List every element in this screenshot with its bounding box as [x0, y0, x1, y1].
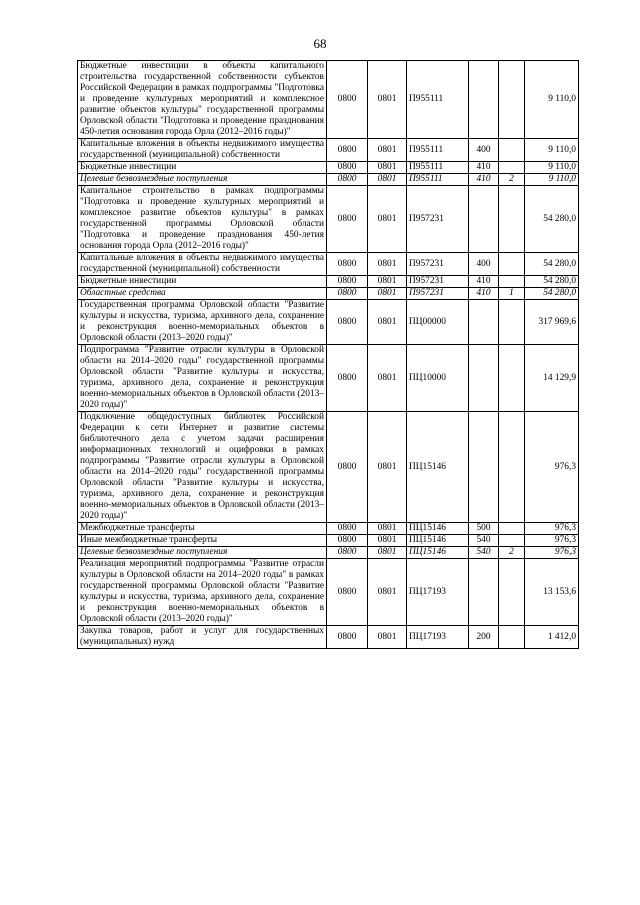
row-name-cell: Бюджетные инвестиции в объекты капитального строительства государственной собственности субъектов Российской Федерации в рамках подпрограммы "Подготовка и проведение культурных мероприятий и комплексное развитие объектов культуры" государственной программы Орловской области "Подготовка и проведение празднования 450-летия основания города Орла (2012–2016 годы)"	[78, 61, 327, 139]
target-article-cell: П957231	[407, 276, 469, 288]
table-row	[78, 253, 579, 276]
subsection-code-cell: 0801	[368, 547, 407, 559]
source-code-cell	[499, 276, 525, 288]
table-row	[78, 288, 579, 300]
subsection-code-cell: 0801	[368, 345, 407, 412]
expense-type-cell: 410	[469, 174, 499, 186]
source-code-cell	[499, 412, 525, 523]
expense-type-cell: 410	[469, 288, 499, 300]
subsection-code-cell: 0801	[368, 162, 407, 174]
table-row	[78, 174, 579, 186]
subsection-code-cell: 0801	[368, 300, 407, 345]
amount-cell: 9 110,0	[525, 61, 579, 139]
source-code-cell	[499, 535, 525, 547]
row-name-cell: Межбюджетные трансферты	[78, 523, 327, 535]
expense-type-cell	[469, 412, 499, 523]
table-row	[78, 559, 579, 626]
section-code-cell: 0800	[327, 186, 368, 253]
section-code-cell: 0800	[327, 626, 368, 649]
row-name-cell: Капитальные вложения в объекты недвижимого имущества государственной (муниципальной) собственности	[78, 253, 327, 276]
amount-cell: 317 969,6	[525, 300, 579, 345]
expense-type-cell: 500	[469, 523, 499, 535]
subsection-code-cell: 0801	[368, 412, 407, 523]
table-row	[78, 626, 579, 649]
row-name-cell: Капитальное строительство в рамках подпрограммы "Подготовка и проведение культурных мероприятий и комплексное развитие объектов культуры" в рамках государственной программы Орловской области "Подготовка и проведение празднования 450-летия основания города Орла (2012–2016 годы)"	[78, 186, 327, 253]
target-article-cell: ПЦ00000	[407, 300, 469, 345]
subsection-code-cell: 0801	[368, 523, 407, 535]
table-row	[78, 547, 579, 559]
amount-cell: 976,3	[525, 523, 579, 535]
section-code-cell: 0800	[327, 300, 368, 345]
expense-type-cell	[469, 186, 499, 253]
amount-cell: 976,3	[525, 535, 579, 547]
section-code-cell: 0800	[327, 276, 368, 288]
target-article-cell: П955111	[407, 61, 469, 139]
subsection-code-cell: 0801	[368, 559, 407, 626]
expense-type-cell: 400	[469, 253, 499, 276]
subsection-code-cell: 0801	[368, 174, 407, 186]
amount-cell: 9 110,0	[525, 139, 579, 162]
amount-cell: 976,3	[525, 412, 579, 523]
row-name-cell: Иные межбюджетные трансферты	[78, 535, 327, 547]
source-code-cell	[499, 523, 525, 535]
source-code-cell	[499, 139, 525, 162]
subsection-code-cell: 0801	[368, 276, 407, 288]
budget-table-body	[78, 61, 579, 649]
amount-cell: 1 412,0	[525, 626, 579, 649]
expense-type-cell	[469, 345, 499, 412]
amount-cell: 54 280,0	[525, 186, 579, 253]
subsection-code-cell: 0801	[368, 139, 407, 162]
section-code-cell: 0800	[327, 345, 368, 412]
source-code-cell	[499, 345, 525, 412]
target-article-cell: П955111	[407, 162, 469, 174]
target-article-cell: П957231	[407, 288, 469, 300]
subsection-code-cell: 0801	[368, 288, 407, 300]
table-row	[78, 412, 579, 523]
table-row	[78, 345, 579, 412]
table-row	[78, 61, 579, 139]
table-row	[78, 300, 579, 345]
target-article-cell: ПЦ15146	[407, 535, 469, 547]
page-number: 68	[313, 36, 327, 51]
expense-type-cell: 200	[469, 626, 499, 649]
section-code-cell: 0800	[327, 288, 368, 300]
source-code-cell: 2	[499, 547, 525, 559]
source-code-cell	[499, 186, 525, 253]
target-article-cell: ПЦ17193	[407, 559, 469, 626]
source-code-cell: 1	[499, 288, 525, 300]
expense-type-cell	[469, 559, 499, 626]
expense-type-cell: 540	[469, 535, 499, 547]
subsection-code-cell: 0801	[368, 61, 407, 139]
source-code-cell	[499, 300, 525, 345]
row-name-cell: Реализация мероприятий подпрограммы "Развитие отрасли культуры в Орловской области на 2014–2020 годы" в рамках государственной программы Орловской области "Развитие культуры и искусства, туризма, архивного дела, сохранение и реконструкция военно-мемориальных объектов в Орловской области (2013–2020 годы)"	[78, 559, 327, 626]
amount-cell: 14 129,9	[525, 345, 579, 412]
section-code-cell: 0800	[327, 523, 368, 535]
section-code-cell: 0800	[327, 412, 368, 523]
row-name-cell: Государственная программа Орловской области "Развитие культуры и искусства, туризма, архивного дела, сохранение и реконструкция военно-мемориальных объектов в Орловской области (2013–2020 годы)"	[78, 300, 327, 345]
target-article-cell: П957231	[407, 186, 469, 253]
row-name-cell: Подключение общедоступных библиотек Российской Федерации к сети Интернет и развитие системы библиотечного дела с учетом задачи расширения информационных технологий и оцифровки в рамках подпрограммы "Развитие отрасли культуры в Орловской области на 2014–2020 годы" государственной программы Орловской области "Развитие культуры и искусства, туризма, архивного дела, сохранение и реконструкция военно-мемориальных объектов в Орловской области (2013–2020 годы)"	[78, 412, 327, 523]
source-code-cell	[499, 626, 525, 649]
source-code-cell	[499, 253, 525, 276]
expense-type-cell	[469, 61, 499, 139]
section-code-cell: 0800	[327, 547, 368, 559]
table-row	[78, 139, 579, 162]
section-code-cell: 0800	[327, 61, 368, 139]
section-code-cell: 0800	[327, 253, 368, 276]
target-article-cell: ПЦ15146	[407, 523, 469, 535]
amount-cell: 54 280,0	[525, 253, 579, 276]
table-row	[78, 523, 579, 535]
expense-type-cell: 410	[469, 276, 499, 288]
expense-type-cell: 400	[469, 139, 499, 162]
section-code-cell: 0800	[327, 559, 368, 626]
amount-cell: 13 153,6	[525, 559, 579, 626]
row-name-cell: Целевые безвозмездные поступления	[78, 547, 327, 559]
table-row	[78, 162, 579, 174]
target-article-cell: П955111	[407, 139, 469, 162]
target-article-cell: ПЦ10000	[407, 345, 469, 412]
row-name-cell: Целевые безвозмездные поступления	[78, 174, 327, 186]
amount-cell: 54 280,0	[525, 276, 579, 288]
section-code-cell: 0800	[327, 535, 368, 547]
amount-cell: 976,3	[525, 547, 579, 559]
subsection-code-cell: 0801	[368, 535, 407, 547]
row-name-cell: Бюджетные инвестиции	[78, 162, 327, 174]
expense-type-cell: 540	[469, 547, 499, 559]
source-code-cell	[499, 61, 525, 139]
section-code-cell: 0800	[327, 162, 368, 174]
section-code-cell: 0800	[327, 174, 368, 186]
table-row	[78, 186, 579, 253]
target-article-cell: ПЦ15146	[407, 547, 469, 559]
target-article-cell: ПЦ17193	[407, 626, 469, 649]
target-article-cell: ПЦ15146	[407, 412, 469, 523]
amount-cell: 54 280,0	[525, 288, 579, 300]
expense-type-cell: 410	[469, 162, 499, 174]
source-code-cell	[499, 559, 525, 626]
subsection-code-cell: 0801	[368, 186, 407, 253]
table-row	[78, 276, 579, 288]
section-code-cell: 0800	[327, 139, 368, 162]
budget-table	[77, 60, 579, 649]
subsection-code-cell: 0801	[368, 253, 407, 276]
amount-cell: 9 110,0	[525, 162, 579, 174]
target-article-cell: П957231	[407, 253, 469, 276]
target-article-cell: П955111	[407, 174, 469, 186]
table-row	[78, 535, 579, 547]
row-name-cell: Областные средства	[78, 288, 327, 300]
source-code-cell	[499, 162, 525, 174]
amount-cell: 9 110,0	[525, 174, 579, 186]
row-name-cell: Закупка товаров, работ и услуг для государственных (муниципальных) нужд	[78, 626, 327, 649]
expense-type-cell	[469, 300, 499, 345]
row-name-cell: Бюджетные инвестиции	[78, 276, 327, 288]
row-name-cell: Капитальные вложения в объекты недвижимого имущества государственной (муниципальной) собственности	[78, 139, 327, 162]
row-name-cell: Подпрограмма "Развитие отрасли культуры в Орловской области на 2014–2020 годы" государственной программы Орловской области "Развитие культуры и искусства, туризма, архивного дела, сохранение и реконструкция военно-мемориальных объектов в Орловской области (2013–2020 годы)"	[78, 345, 327, 412]
source-code-cell: 2	[499, 174, 525, 186]
subsection-code-cell: 0801	[368, 626, 407, 649]
